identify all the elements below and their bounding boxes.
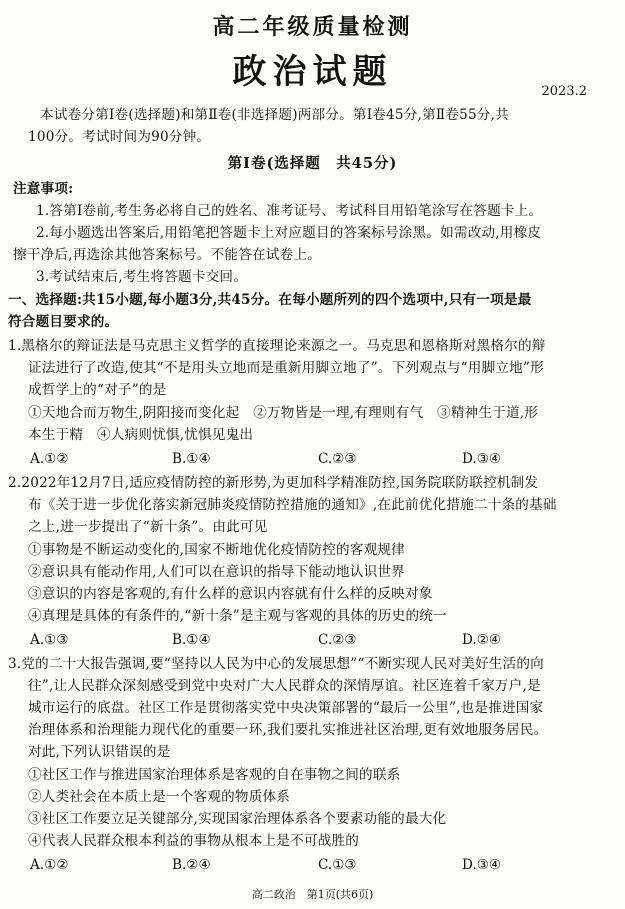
exam-date: 2023.2 xyxy=(541,84,587,99)
q1-option-c[interactable]: C.②③ xyxy=(318,451,357,467)
q2-option-a[interactable]: A.①③ xyxy=(30,632,69,648)
section-title: 第Ⅰ卷(选择题 共45分) xyxy=(227,155,398,172)
q2-stem-line-3: 之上,进一步提出了“新十条”。由此可见 xyxy=(28,519,268,535)
q3-stem-line-1: 3.党的二十大报告强调,要“坚持以人民为中心的发展思想”“不断实现人民对美好生活的向 xyxy=(8,656,544,672)
q2-stem-line-1: 2.2022年12月7日,适应疫情防控的新形势,为更加科学精准防控,国务院联防联控机制发 xyxy=(8,475,539,491)
q1-option-a[interactable]: A.①② xyxy=(30,451,69,467)
part1-instruction-line-1: 一、选择题:共15小题,每小题3分,共45分。在每小题所列的四个选项中,只有一项是最 xyxy=(8,292,532,308)
q1-item-line-2: 本生于精 ④人病则忧惧,忧惧见鬼出 xyxy=(28,427,254,443)
note-2-line-2: 擦干净后,再选涂其他答案标号。不能答在试卷上。 xyxy=(13,247,321,263)
intro-line-1: 本试卷分第Ⅰ卷(选择题)和第Ⅱ卷(非选择题)两部分。第Ⅰ卷45分,第Ⅱ卷55分,共 xyxy=(40,107,509,123)
q3-stem-line-2: 往”,让人民群众深刻感受到党中央对广大人民群众的深情厚谊。社区连着千家万户,是 xyxy=(28,678,541,694)
q3-stem-line-4: 治理体系和治理能力现代化的重要一环,我们要扎实推进社区治理,更有效地服务居民。 xyxy=(28,722,548,738)
intro-line-2: 100分。考试时间为90分钟。 xyxy=(28,129,211,145)
q3-option-c[interactable]: C.①③ xyxy=(318,857,357,873)
q2-item-3: ③意识的内容是客观的,有什么样的意识内容就有什么样的反映对象 xyxy=(28,586,433,602)
q2-option-b[interactable]: B.①④ xyxy=(172,632,211,648)
q1-stem-line-1: 1.黑格尔的辩证法是马克思主义哲学的直接理论来源之一。马克思和恩格斯对黑格尔的辩 xyxy=(8,338,546,354)
notes-heading: 注意事项: xyxy=(13,181,74,197)
q3-stem-line-5: 对此,下列认识错误的是 xyxy=(28,744,171,760)
part1-instruction-line-2: 符合题目要求的。 xyxy=(8,314,119,330)
q3-option-b[interactable]: B.②④ xyxy=(172,857,211,873)
exam-title: 高二年级质量检测 xyxy=(212,14,413,40)
q1-option-d[interactable]: D.③④ xyxy=(462,451,502,467)
q2-item-2: ②意识具有能动作用,人们可以在意识的指导下能动地认识世界 xyxy=(28,564,405,580)
q3-item-2: ②人类社会在本质上是一个客观的物质体系 xyxy=(28,789,291,805)
q3-stem-line-3: 城市运行的底盘。社区工作是贯彻落实党中央决策部署的“最后一公里”,也是推进国家 xyxy=(28,700,544,716)
note-2-line-1: 2.每小题选出答案后,用铅笔把答题卡上对应题目的答案标号涂黑。如需改动,用橡皮 xyxy=(36,225,542,241)
q1-stem-line-2: 证法进行了改造,使其“不是用头立地而是重新用脚立地了”。下列观点与“用脚立地”形 xyxy=(28,360,544,376)
subject-title: 政治试题 xyxy=(232,52,393,92)
q1-item-line-1: ①天地合而万物生,阴阳接而变化起 ②万物皆是一理,有理则有气 ③精神生于道,形 xyxy=(28,405,539,421)
q2-option-d[interactable]: D.②④ xyxy=(462,632,502,648)
q3-item-4: ④代表人民群众根本利益的事物从根本上是不可战胜的 xyxy=(28,833,360,849)
page-footer: 高二政治 第1页(共6页) xyxy=(251,888,374,901)
q2-item-1: ①事物是不断运动变化的,国家不断地优化疫情防控的客观规律 xyxy=(28,542,405,558)
q1-stem-line-3: 成哲学上的“对子”的是 xyxy=(28,382,167,398)
q1-option-b[interactable]: B.①④ xyxy=(172,451,211,467)
q2-option-c[interactable]: C.②③ xyxy=(318,632,357,648)
q3-option-a[interactable]: A.①② xyxy=(30,857,69,873)
q3-item-1: ①社区工作与推进国家治理体系是客观的自在事物之间的联系 xyxy=(28,767,401,783)
q3-item-3: ③社区工作要立足关键部分,实现国家治理体系各个要素功能的最大化 xyxy=(28,811,447,827)
note-1: 1.答第Ⅰ卷前,考生务必将自己的姓名、准考证号、考试科目用铅笔涂写在答题卡上。 xyxy=(36,203,543,219)
note-3: 3.考试结束后,考生将答题卡交回。 xyxy=(36,269,248,285)
q2-stem-line-2: 布《关于进一步优化落实新冠肺炎疫情防控措施的通知》,在此前优化措施二十条的基础 xyxy=(28,497,557,513)
q2-item-4: ④真理是具体的有条件的,“新十条”是主观与客观的具体的历史的统一 xyxy=(28,608,447,624)
q3-option-d[interactable]: D.③④ xyxy=(462,857,502,873)
